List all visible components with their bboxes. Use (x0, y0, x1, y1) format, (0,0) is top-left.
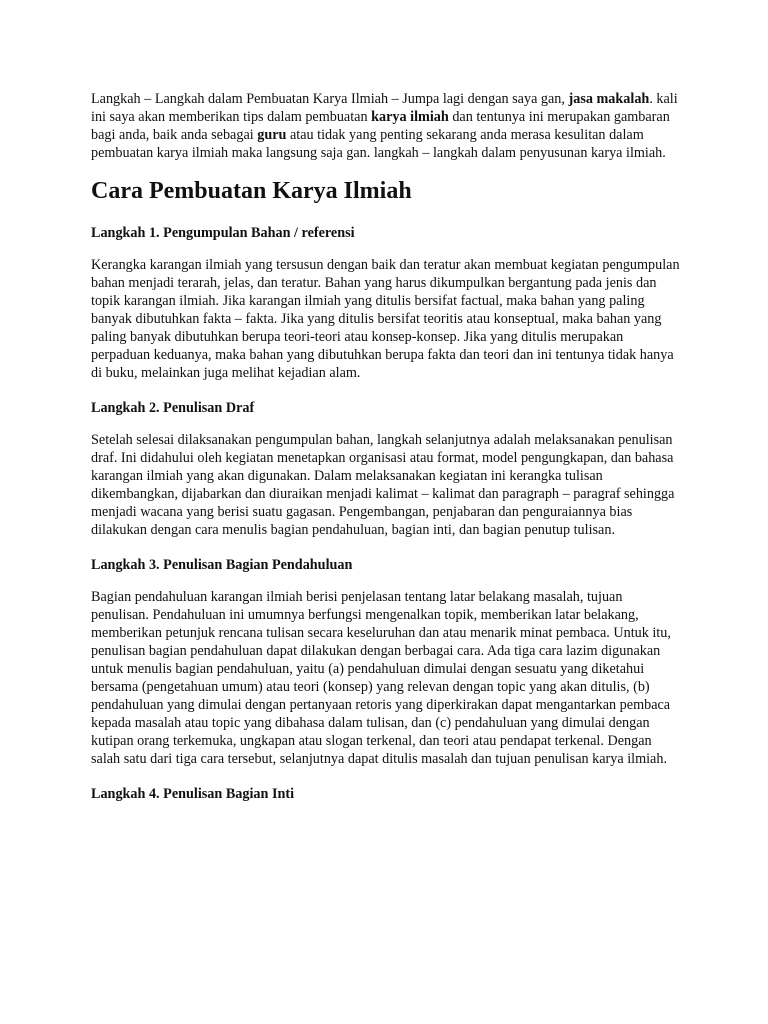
intro-paragraph (91, 90, 681, 162)
section-heading-3: Langkah 3. Penulisan Bagian Pendahuluan (91, 557, 353, 573)
section-body-2: Setelah selesai dilaksanakan pengumpulan bahan, langkah selanjutnya adalah melaksanakan penulisan draf. Ini didahului oleh kegiatan menetapkan organisasi atau format, model pengungkapan, dan bahasa karangan ilmiah yang akan digunakan. Dalam melaksanakan kegiatan ini kerangka tulisan dikembangkan, dijabarkan dan diuraikan menjadi kalimat – kalimat dan paragraph – paragraf sehingga menjadi wacana yang berisi suatu gagasan. Pengembangan, penjabaran dan penguraiannya bias dilakukan dengan cara menulis bagian pendahuluan, bagian inti, dan bagian penutup tulisan. (91, 432, 675, 538)
intro-text-3: dan tentunya ini merupakan gambaran bagi anda, baik anda sebagai (91, 109, 670, 143)
section-heading-2: Langkah 2. Penulisan Draf (91, 400, 255, 416)
section-heading-4: Langkah 4. Penulisan Bagian Inti (91, 786, 295, 802)
document-title: Cara Pembuatan Karya Ilmiah (91, 178, 412, 204)
intro-text-4: atau tidak yang penting sekarang anda merasa kesulitan dalam pembuatan karya ilmiah maka langsung saja gan. langkah – langkah dalam penyusunan karya ilmiah. (91, 127, 666, 161)
section-body-1: Kerangka karangan ilmiah yang tersusun dengan baik dan teratur akan membuat kegiatan pengumpulan bahan menjadi terarah, jelas, dan teratur. Bahan yang harus dikumpulkan bergantung pada jenis dan topik karangan ilmiah. Jika karangan ilmiah yang ditulis bersifat factual, maka bahan yang paling banyak dibutuhkan fakta – fakta. Jika yang ditulis bersifat teoritis atau konseptual, maka bahan yang paling banyak dibutuhkan berupa teori-teori atau konsep-konsep. Jika yang ditulis merupakan perpaduan keduanya, maka bahan yang dibutuhkan berupa fakta dan teori dan ini tentunya tidak hanya di buku, melainkan juga melihat kejadian alam. (91, 257, 680, 381)
section-heading-1: Langkah 1. Pengumpulan Bahan / referensi (91, 225, 355, 241)
intro-bold-jasa-makalah: jasa makalah (568, 91, 650, 107)
intro-text-1: Langkah – Langkah dalam Pembuatan Karya Ilmiah – Jumpa lagi dengan saya gan, (91, 91, 569, 107)
intro-bold-karya-ilmiah: karya ilmiah (371, 109, 449, 125)
intro-bold-guru: guru (257, 127, 287, 143)
intro-text-2: . kali ini saya akan memberikan tips dalam pembuatan (91, 91, 678, 125)
section-body-3: Bagian pendahuluan karangan ilmiah berisi penjelasan tentang latar belakang masalah, tujuan penulisan. Pendahuluan ini umumnya berfungsi mengenalkan topik, memberikan latar belakang, memberikan petunjuk rencana tulisan secara keseluruhan dan atau menarik minat pembaca. Untuk itu, penulisan bagian pendahuluan dapat dilakukan dengan berbagai cara. Ada tiga cara lazim digunakan untuk menulis bagian pendahuluan, yaitu (a) pendahuluan dimulai dengan sesuatu yang diketahui bersama (pengetahuan umum) atau teori (konsep) yang relevan dengan topic yang akan ditulis, (b) pendahuluan yang dimulai dengan pertanyaan retoris yang diperkirakan dapat mengantarkan pembaca kepada masalah atau topic yang dibahasa dalam tulisan, dan (c) pendahuluan yang dimulai dengan kutipan orang terkemuka, ungkapan atau slogan terkenal, dan teori atau pendapat terkenal. Dengan salah satu dari tiga cara tersebut, selanjutnya dapat ditulis masalah dan tujuan penulisan karya ilmiah. (91, 589, 671, 767)
document-page (91, 90, 681, 817)
